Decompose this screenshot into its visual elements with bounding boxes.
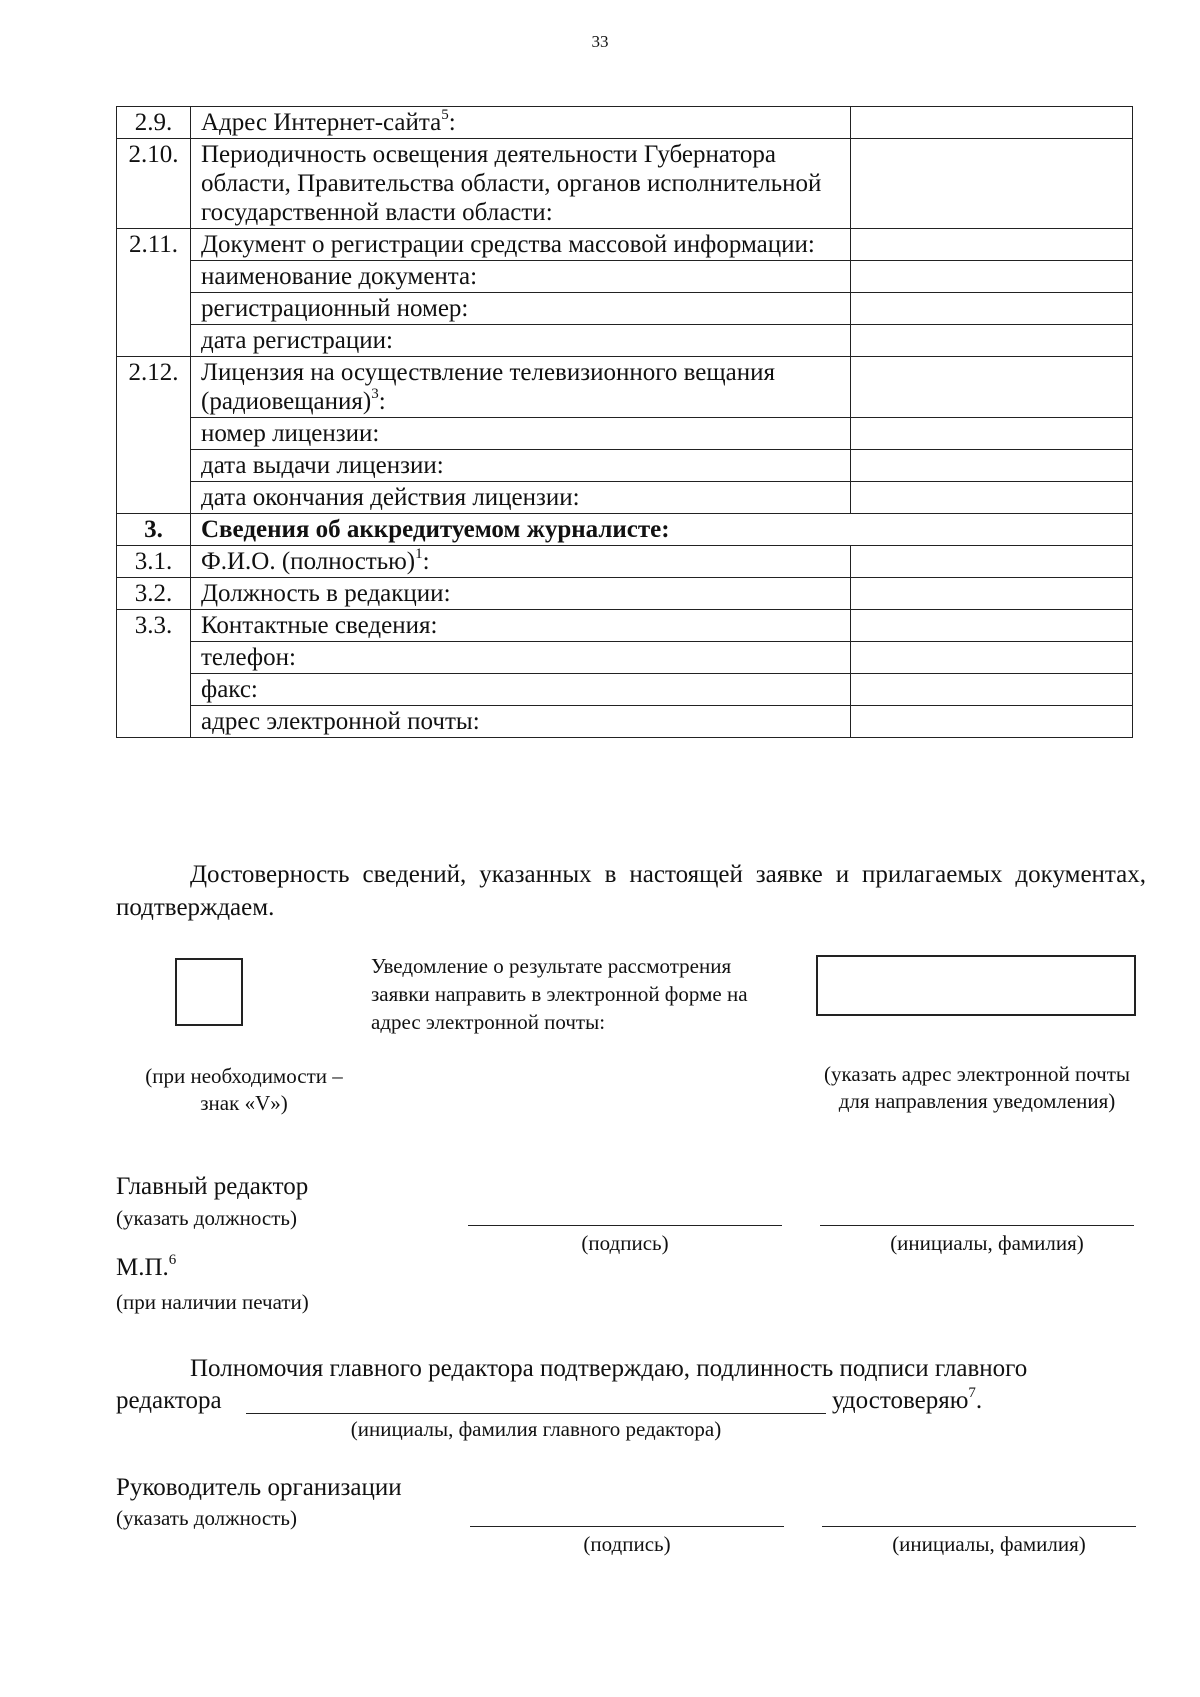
row-value-cell[interactable] [851, 229, 1133, 261]
row-number: 2.11. [117, 229, 191, 357]
row-number: 3.1. [117, 546, 191, 578]
row-value-cell[interactable] [851, 261, 1133, 293]
row-label: регистрационный номер: [191, 293, 851, 325]
row-value-cell[interactable] [851, 482, 1133, 514]
notification-text: Уведомление о результате рассмотрения заявки направить в электронной форме на адрес электронной почты: [371, 954, 748, 1034]
table-row [117, 418, 1133, 450]
row-label: Адрес Интернет-сайта$^5$: [191, 107, 851, 139]
table-row [117, 357, 1133, 418]
row-value-cell[interactable] [851, 546, 1133, 578]
row-label: факс: [191, 674, 851, 706]
notification-checkbox[interactable] [175, 958, 243, 1026]
table-row [117, 706, 1133, 738]
row-value-cell[interactable] [851, 578, 1133, 610]
page-number: 33 [591, 32, 609, 51]
row-label: адрес электронной почты: [191, 706, 851, 738]
row-value-cell[interactable] [851, 418, 1133, 450]
powers-confirmation: Полномочия главного редактора подтверждаю, подлинность подписи главного [190, 1355, 1028, 1382]
row-value-cell[interactable] [851, 450, 1133, 482]
email-hint: (указать адрес электронной почты для направления уведомления) [824, 1062, 1130, 1113]
row-value-cell[interactable] [851, 293, 1133, 325]
table-row [117, 642, 1133, 674]
row-label: Лицензия на осуществление телевизионного вещания (радиовещания)$^3$: [191, 357, 851, 418]
row-number: 3.2. [117, 578, 191, 610]
chief-editor-signature-line[interactable] [468, 1225, 782, 1226]
row-label: Ф.И.О. (полностью)$^1$: [191, 546, 851, 578]
row-value-cell[interactable] [851, 610, 1133, 642]
row-number: 3.3. [117, 610, 191, 738]
table-row [117, 674, 1133, 706]
name-caption: (инициалы, фамилия) [892, 1532, 1086, 1556]
row-number: 3. [117, 514, 191, 546]
table-row [117, 261, 1133, 293]
section-header-row [117, 514, 1133, 546]
row-value-cell[interactable] [851, 325, 1133, 357]
footnote-ref: 1 [415, 545, 423, 562]
org-head-name-line[interactable] [822, 1526, 1136, 1527]
footnote-ref: 7 [968, 1384, 976, 1401]
row-label: наименование документа: [191, 261, 851, 293]
row-number: 2.12. [117, 357, 191, 514]
confirmation-statement: Достоверность сведений, указанных в настоящей заявке и прилагаемых документах, подтверждаем. [116, 861, 1146, 921]
row-value-cell[interactable] [851, 357, 1133, 418]
table-row [117, 325, 1133, 357]
table-row [117, 450, 1133, 482]
signature-caption: (подпись) [583, 1532, 671, 1556]
notification-email-field[interactable] [816, 955, 1136, 1016]
row-label: дата регистрации: [191, 325, 851, 357]
table-row [117, 139, 1133, 229]
row-label: дата окончания действия лицензии: [191, 482, 851, 514]
footnote-ref: 5 [441, 106, 449, 123]
stamp-hint: (при наличии печати) [116, 1290, 309, 1314]
org-head-title: Руководитель организации [116, 1474, 402, 1501]
row-value-cell[interactable] [851, 642, 1133, 674]
row-value-cell[interactable] [851, 107, 1133, 139]
row-label: Контактные сведения: [191, 610, 851, 642]
name-caption: (инициалы, фамилия) [890, 1231, 1084, 1255]
editor-name-caption: (инициалы, фамилия главного редактора) [350, 1417, 722, 1441]
row-number: 2.9. [117, 107, 191, 139]
org-head-signature-line[interactable] [470, 1526, 784, 1527]
table-row [117, 546, 1133, 578]
row-value-cell[interactable] [851, 706, 1133, 738]
table-row [117, 293, 1133, 325]
section-title: Сведения об аккредитуемом журналисте: [191, 514, 1133, 546]
row-number: 2.10. [117, 139, 191, 229]
row-label: Должность в редакции: [191, 578, 851, 610]
table-row [117, 610, 1133, 642]
chief-editor-title: Главный редактор [116, 1173, 309, 1200]
row-label: дата выдачи лицензии: [191, 450, 851, 482]
chief-editor-position-hint: (указать должность) [116, 1206, 298, 1230]
table-row [117, 482, 1133, 514]
chief-editor-name-line[interactable] [820, 1225, 1134, 1226]
row-label: Документ о регистрации средства массовой информации: [191, 229, 851, 261]
footnote-ref: 6 [168, 1251, 177, 1268]
stamp-label: М.П.$^6$ [116, 1251, 177, 1281]
org-head-position-hint: (указать должность) [116, 1506, 298, 1530]
table-row [117, 229, 1133, 261]
row-value-cell[interactable] [851, 139, 1133, 229]
checkbox-hint: (при необходимости – знак «V») [145, 1064, 343, 1115]
editor-label: редактора [116, 1387, 222, 1414]
row-value-cell[interactable] [851, 674, 1133, 706]
application-form-table [116, 106, 1133, 738]
footnote-ref: 3 [371, 385, 379, 402]
chief-editor-name-fill-line[interactable] [246, 1413, 826, 1414]
row-label: номер лицензии: [191, 418, 851, 450]
certify-text: удостоверяю$^7$. [832, 1384, 983, 1414]
signature-caption: (подпись) [581, 1231, 669, 1255]
row-label: Периодичность освещения деятельности Губернатора области, Правительства области, органов исполнительной государственной власти области: [191, 139, 851, 229]
row-label: телефон: [191, 642, 851, 674]
table-row [117, 578, 1133, 610]
table-row [117, 107, 1133, 139]
